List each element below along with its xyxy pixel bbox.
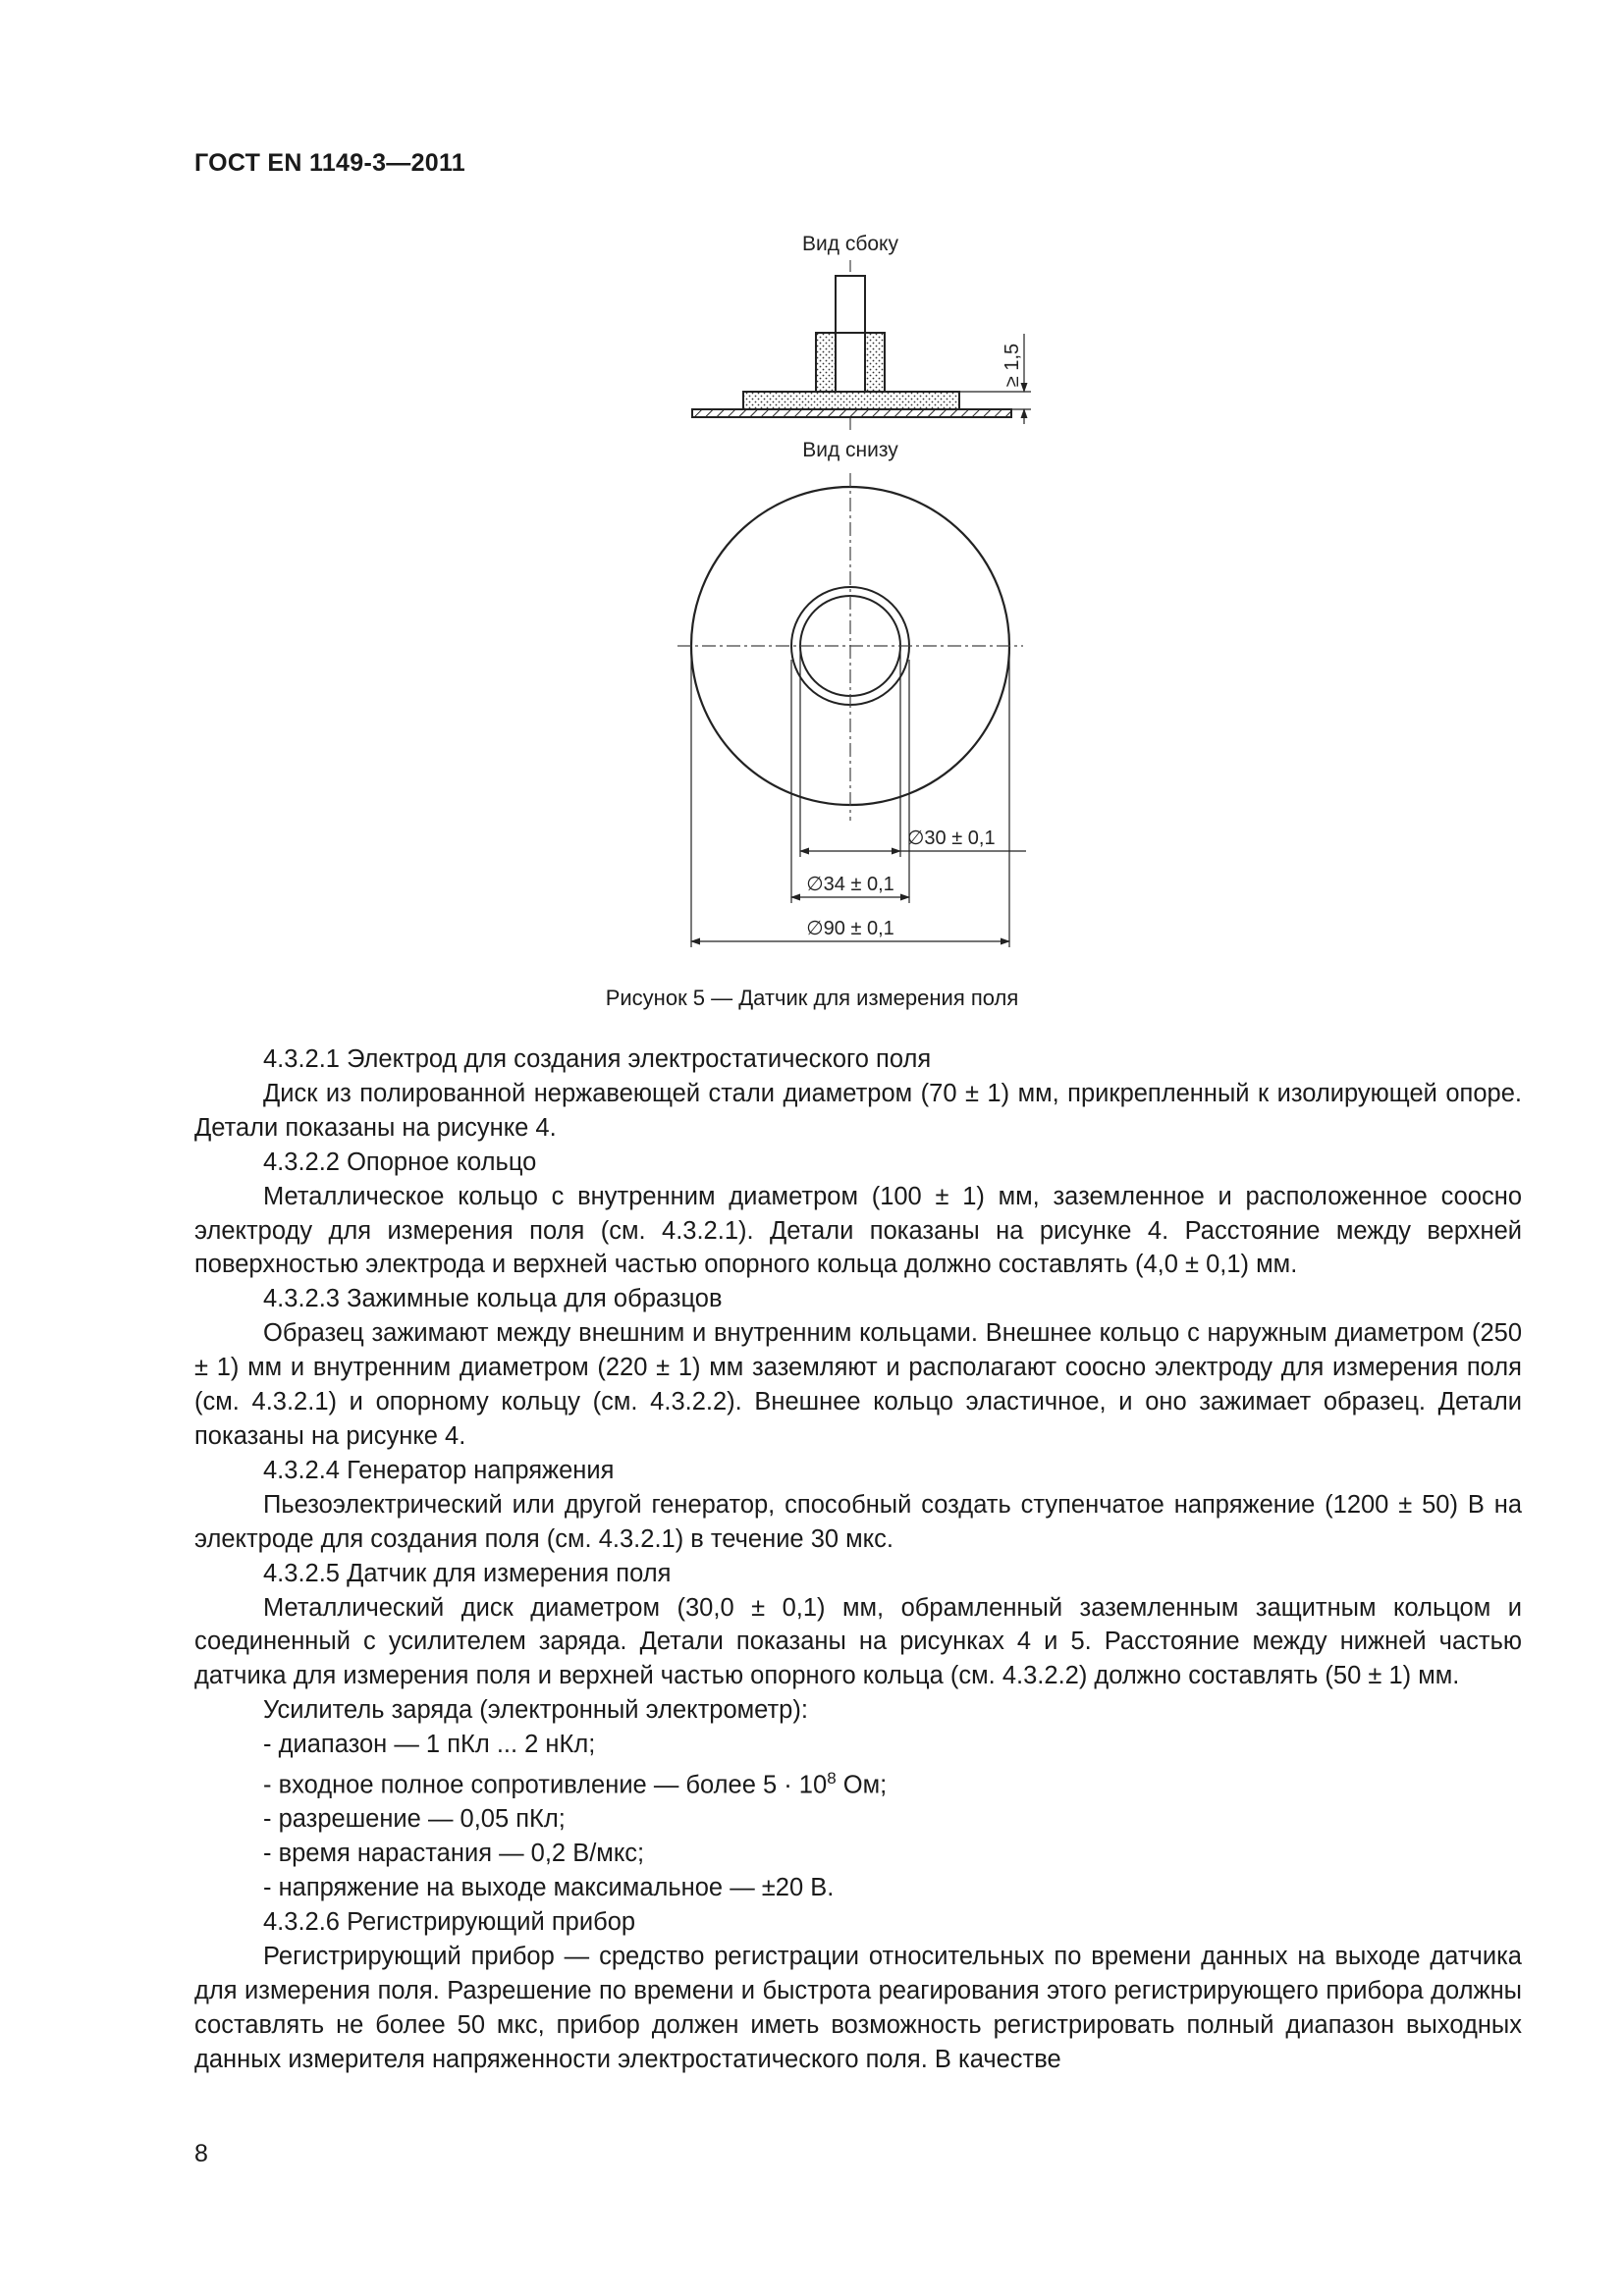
list-item: - диапазон — 1 пКл ... 2 нКл; [263,1731,596,1759]
list-intro: Усилитель заряда (электронный электрометр): [263,1696,808,1725]
paragraph: Металлическое кольцо с внутренним диаметром (100 ± 1) мм, заземленное и расположенное соосно электроду для измерения поля (см. 4.3.2.1). Детали показаны на рисунке 4. Расстояние между верхней поверхностью электрода и верхней частью опорного кольца должно составлять (4,0 ± 0,1) мм. [194,1182,1522,1279]
list-item: - время нарастания — 0,2 В/мкс; [263,1840,645,1868]
paragraph: Металлический диск диаметром (30,0 ± 0,1) мм, обрамленный заземленным защитным кольцом и соединенный с усилителем заряда. Детали показаны на рисунках 4 и 5. Расстояние между нижней частью датчика для измерения поля и верхней частью опорного кольца (см. 4.3.2.2) должно составлять (50 ± 1) мм. [194,1593,1522,1690]
section-heading: 4.3.2.3 Зажимные кольца для образцов [263,1285,723,1313]
inner-diameter-text: ∅30 ± 0,1 [907,828,996,849]
paragraph: Образец зажимают между внешним и внутренним кольцами. Внешнее кольцо с наружным диаметром (250 ± 1) мм и внутренним диаметром (220 ± 1) мм заземляют и располагают соосно электроду для измерения поля (см. 4.3.2.1) и опорному кольцу (см. 4.3.2.2). Внешнее кольцо эластичное, и оно зажимает образец. Детали показаны на рисунке 4. [194,1319,1522,1450]
list-item [194,1762,1522,1802]
paragraph: Диск из полированной нержавеющей стали диаметром (70 ± 1) мм, прикрепленный к изолирующей опоре. Детали показаны на рисунке 4. [194,1079,1522,1142]
height-dimension-text: ≥ 1,5 [1001,343,1023,388]
side-view-label: Вид сбоку [802,233,898,255]
document-header: ГОСТ EN 1149-3—2011 [194,149,466,177]
section-heading: 4.3.2.6 Регистрирующий прибор [263,1908,636,1937]
bottom-view-label: Вид снизу [802,439,898,461]
paragraph: Регистрирующий прибор — средство регистрации относительных по времени данных на выходе датчика для измерения поля. Разрешение по времени и быстрота реагирования этого регистрирующего прибора должны составлять не более 50 мкс, прибор должен иметь возможность регистрировать полный диапазон выходных данных измерителя напряженности электростатического поля. В качестве [194,1943,1522,2073]
figure-caption: Рисунок 5 — Датчик для измерения поля [605,986,1019,1010]
paragraph: Пьезоэлектрический или другой генератор, способный создать ступенчатое напряжение (1200 ± 50) В на электроде для создания поля (см. 4.3.2.1) в течение 30 мкс. [194,1490,1522,1553]
exponent: 8 [827,1769,837,1789]
section-heading: 4.3.2.4 Генератор напряжения [263,1456,615,1484]
sensor-bottom-view [677,473,1023,821]
page-number: 8 [194,2140,208,2167]
body-text [194,1042,1522,2077]
ring-diameter-text: ∅34 ± 0,1 [806,874,894,895]
list-item: - напряжение на выходе максимальное — ±20 В. [263,1874,835,1902]
section-heading: 4.3.2.5 Датчик для измерения поля [263,1559,672,1587]
list-item-text: Ом; [836,1771,888,1799]
sensor-figure [0,0,1624,1041]
list-item-text: - входное полное сопротивление — более 5 · 10 [263,1771,828,1799]
section-heading: 4.3.2.2 Опорное кольцо [263,1148,537,1176]
section-heading: 4.3.2.1 Электрод для создания электростатического поля [263,1045,932,1073]
list-item: - разрешение — 0,05 пКл; [263,1805,566,1834]
sensor-side-view [692,276,1011,417]
outer-diameter-text: ∅90 ± 0,1 [806,918,894,939]
